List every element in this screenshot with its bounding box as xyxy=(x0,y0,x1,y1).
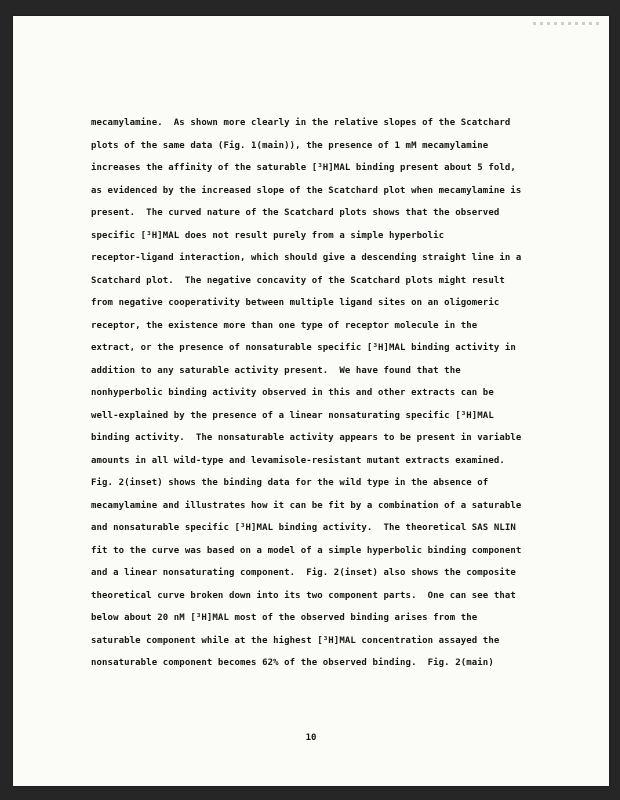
text-line: and a linear nonsaturating component. Fig. 2(inset) also shows the composite xyxy=(91,568,516,578)
text-line: mecamylamine. As shown more clearly in the relative slopes of the Scatchard xyxy=(91,118,511,128)
text-line: Scatchard plot. The negative concavity of the Scatchard plots might result xyxy=(91,275,505,286)
text-line: from negative cooperativity between multiple ligand sites on an oligomeric xyxy=(91,298,500,308)
body-text xyxy=(91,112,571,675)
text-line: well-explained by the presence of a linear nonsaturating specific [³H]MAL xyxy=(91,410,494,421)
text-line: binding activity. The nonsaturable activity appears to be present in variable xyxy=(91,433,522,443)
text-line: extract, or the presence of nonsaturable specific [³H]MAL binding activity in xyxy=(91,343,516,353)
text-line: plots of the same data (Fig. 1(main)), the presence of 1 mM mecamylamine xyxy=(91,140,489,151)
text-line: increases the affinity of the saturable [³H]MAL binding present about 5 fold, xyxy=(91,163,516,173)
text-line: below about 20 nM [³H]MAL most of the observed binding arises from the xyxy=(91,613,478,623)
text-line: specific [³H]MAL does not result purely from a simple hyperbolic xyxy=(91,230,445,241)
text-line: saturable component while at the highest [³H]MAL concentration assayed the xyxy=(91,635,500,646)
text-line: nonhyperbolic binding activity observed in this and other extracts can be xyxy=(91,388,494,398)
text-line: nonsaturable component becomes 62% of the observed binding. Fig. 2(main) xyxy=(91,658,494,668)
text-line: theoretical curve broken down into its two component parts. One can see that xyxy=(91,590,516,601)
text-line: receptor, the existence more than one type of receptor molecule in the xyxy=(91,320,478,331)
text-line: mecamylamine and illustrates how it can be fit by a combination of a saturable xyxy=(91,500,522,511)
text-line: fit to the curve was based on a model of a simple hyperbolic binding component xyxy=(91,545,522,556)
text-line: present. The curved nature of the Scatchard plots shows that the observed xyxy=(91,208,500,218)
document-page xyxy=(13,16,609,786)
text-line: addition to any saturable activity present. We have found that the xyxy=(91,365,461,376)
text-line: and nonsaturable specific [³H]MAL binding activity. The theoretical SAS NLIN xyxy=(91,523,516,533)
text-line: receptor-ligand interaction, which should give a descending straight line in a xyxy=(91,253,522,263)
text-line: Fig. 2(inset) shows the binding data for the wild type in the absence of xyxy=(91,478,489,488)
text-line: as evidenced by the increased slope of the Scatchard plot when mecamylamine is xyxy=(91,185,522,196)
text-line: amounts in all wild-type and levamisole-resistant mutant extracts examined. xyxy=(91,455,505,466)
page-number: 10 xyxy=(305,733,317,743)
